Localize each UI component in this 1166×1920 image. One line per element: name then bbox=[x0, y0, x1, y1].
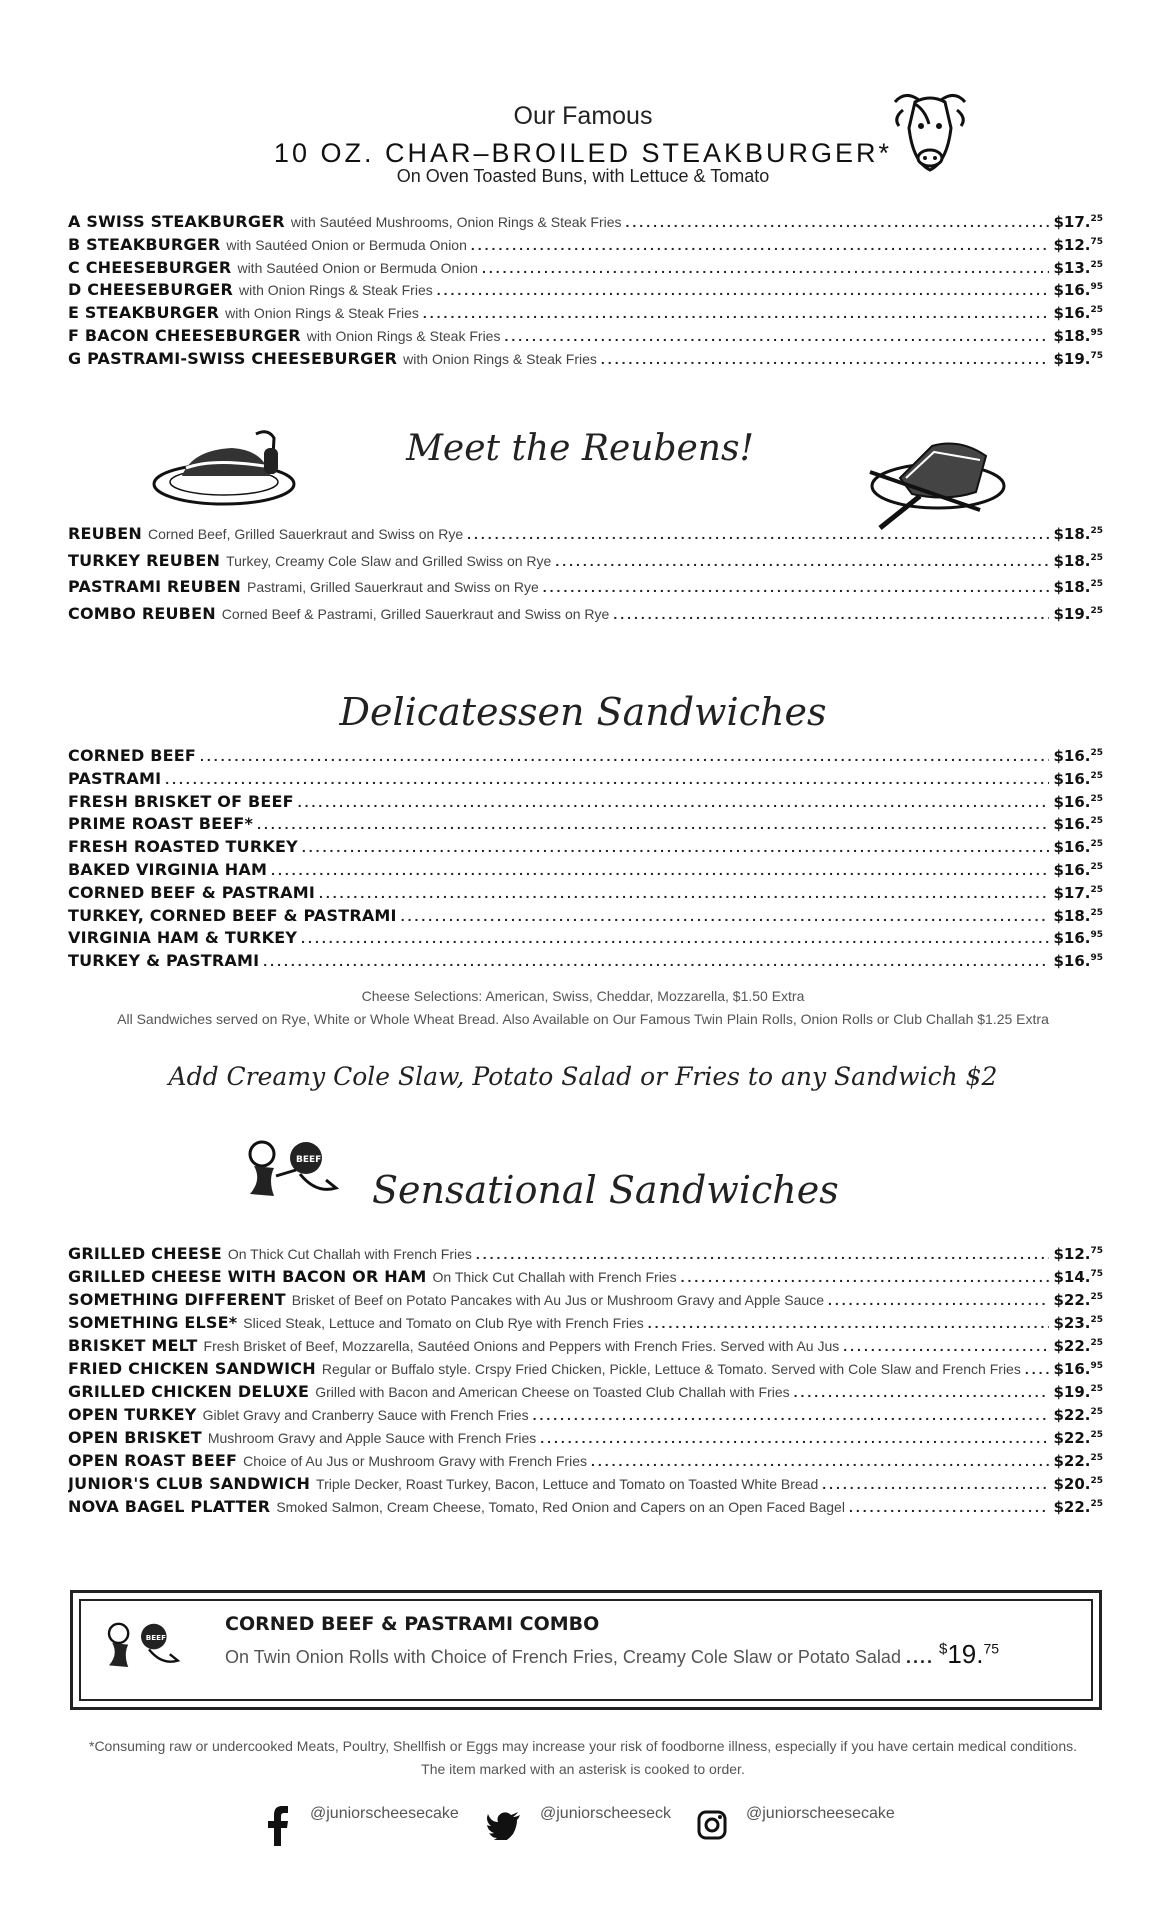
menu-item-name: OPEN ROAST BEEF bbox=[68, 1451, 238, 1470]
menu-item-price: $19.25 bbox=[1053, 1383, 1103, 1401]
menu-item-price: $22.25 bbox=[1053, 1452, 1103, 1470]
addon-note: Add Creamy Cole Slaw, Potato Salad or Fries to any Sandwich $2 bbox=[168, 1062, 998, 1091]
menu-item-description: Grilled with Bacon and American Cheese on Toasted Club Challah with Fries bbox=[315, 1384, 790, 1400]
menu-item-row bbox=[68, 928, 1103, 950]
disclaimer-line2: The item marked with an asterisk is cooked to order. bbox=[421, 1761, 745, 1777]
menu-item-row bbox=[68, 604, 1103, 626]
sandwich-plate-illustration bbox=[152, 428, 302, 508]
menu-item-description: with Onion Rings & Steak Fries bbox=[225, 305, 419, 322]
menu-item-name: SOMETHING ELSE* bbox=[68, 1313, 238, 1332]
menu-item-name: B STEAKBURGER bbox=[68, 234, 221, 254]
menu-item-row bbox=[68, 792, 1103, 814]
leader-dots bbox=[471, 237, 1050, 253]
menu-item-description: On Thick Cut Challah with French Fries bbox=[227, 1246, 472, 1262]
menu-item-description: Fresh Brisket of Beef, Mozzarella, Sautéed Onions and Peppers with French Fries. Served with Au Jus bbox=[203, 1338, 840, 1354]
menu-item-name: TURKEY, CORNED BEEF & PASTRAMI bbox=[68, 905, 397, 925]
menu-item-row bbox=[68, 1313, 1103, 1335]
menu-item-price: $16.25 bbox=[1053, 792, 1103, 811]
menu-item-price: $20.25 bbox=[1053, 1475, 1103, 1493]
leader-dots bbox=[257, 816, 1049, 832]
menu-item-price: $22.25 bbox=[1053, 1498, 1103, 1516]
leader-dots bbox=[401, 908, 1050, 924]
leader-dots bbox=[263, 953, 1049, 969]
menu-item-price: $16.95 bbox=[1053, 952, 1103, 971]
menu-item-name: BRISKET MELT bbox=[68, 1336, 198, 1355]
menu-item-row bbox=[68, 577, 1103, 599]
menu-item-name: REUBEN bbox=[68, 524, 142, 543]
menu-item-description: Smoked Salmon, Cream Cheese, Tomato, Red Onion and Capers on an Open Faced Bagel bbox=[276, 1499, 845, 1515]
menu-item-row bbox=[68, 524, 1103, 546]
combo-price: 19. bbox=[947, 1639, 984, 1669]
menu-item-name: TURKEY REUBEN bbox=[68, 550, 221, 570]
cow-head-illustration bbox=[885, 88, 975, 176]
menu-item-name: GRILLED CHEESE WITH BACON OR HAM bbox=[68, 1267, 427, 1286]
menu-item-price: $19.25 bbox=[1053, 604, 1103, 623]
menu-item-price: $22.25 bbox=[1053, 1429, 1103, 1447]
menu-item-price: $16.95 bbox=[1053, 1360, 1103, 1378]
menu-item-price: $16.25 bbox=[1053, 815, 1103, 834]
menu-item-description: Turkey, Creamy Cole Slaw and Grilled Swiss on Rye bbox=[226, 552, 552, 569]
menu-item-name: PASTRAMI REUBEN bbox=[68, 577, 241, 596]
menu-item-name: COMBO REUBEN bbox=[68, 603, 216, 623]
menu-item-name: GRILLED CHICKEN DELUXE bbox=[68, 1382, 310, 1401]
menu-item-row bbox=[68, 1267, 1103, 1289]
menu-item-description: with Sautéed Mushrooms, Onion Rings & Steak Fries bbox=[290, 214, 622, 230]
instagram-icon[interactable] bbox=[697, 1810, 727, 1840]
menu-item-row bbox=[68, 1405, 1103, 1427]
menu-item-row bbox=[68, 1428, 1103, 1450]
leader-dots bbox=[822, 1476, 1049, 1492]
menu-item-row bbox=[68, 280, 1103, 302]
leader-dots bbox=[437, 282, 1050, 298]
leader-dots bbox=[301, 930, 1049, 946]
menu-item-name: FRIED CHICKEN SANDWICH bbox=[68, 1359, 316, 1378]
menu-item-price: $13.25 bbox=[1053, 258, 1103, 277]
leader-dots bbox=[482, 260, 1050, 276]
facebook-handle[interactable]: @juniorscheesecake bbox=[310, 1805, 459, 1822]
menu-item-row bbox=[68, 258, 1103, 280]
leader-dots bbox=[298, 794, 1050, 810]
menu-item-description: with Sautéed Onion or Bermuda Onion bbox=[237, 259, 478, 276]
leader-dots bbox=[504, 328, 1049, 344]
menu-item-description: Corned Beef & Pastrami, Grilled Sauerkraut and Swiss on Rye bbox=[221, 605, 610, 622]
menu-item-row bbox=[68, 551, 1103, 573]
menu-item-name: GRILLED CHEESE bbox=[68, 1244, 222, 1263]
leader-dots bbox=[476, 1246, 1050, 1262]
menu-item-description: with Sautéed Onion or Bermuda Onion bbox=[226, 236, 467, 253]
combo-feature-box bbox=[70, 1590, 1102, 1710]
menu-item-name: SOMETHING DIFFERENT bbox=[68, 1290, 286, 1309]
header-line1: Our Famous bbox=[513, 102, 653, 130]
leader-dots bbox=[843, 1338, 1049, 1354]
menu-item-name: FRESH ROASTED TURKEY bbox=[68, 837, 298, 857]
menu-item-description: with Onion Rings & Steak Fries bbox=[403, 350, 597, 367]
leader-dots bbox=[849, 1499, 1050, 1515]
menu-item-description: Choice of Au Jus or Mushroom Gravy with French Fries bbox=[243, 1453, 587, 1469]
menu-item-name: C CHEESEBURGER bbox=[68, 257, 232, 277]
disclaimer-line1: *Consuming raw or undercooked Meats, Poultry, Shellfish or Eggs may increase your risk of foodborne illness, especially if you have certain medical conditions. bbox=[89, 1738, 1077, 1754]
menu-item-row bbox=[68, 326, 1103, 348]
junior-mascot-logo bbox=[240, 1136, 340, 1206]
menu-item-name: JUNIOR'S CLUB SANDWICH bbox=[68, 1474, 311, 1493]
menu-item-row bbox=[68, 303, 1103, 325]
menu-item-price: $17.25 bbox=[1053, 213, 1103, 231]
menu-item-row bbox=[68, 1336, 1103, 1358]
combo-desc: On Twin Onion Rolls with Choice of French Fries, Creamy Cole Slaw or Potato Salad bbox=[225, 1647, 901, 1667]
menu-item-row bbox=[68, 837, 1103, 859]
menu-item-price: $23.25 bbox=[1053, 1314, 1103, 1332]
menu-item-price: $19.75 bbox=[1053, 349, 1103, 368]
bread-note: All Sandwiches served on Rye, White or Whole Wheat Bread. Also Available on Our Famous Twin Plain Rolls, Onion Rolls or Club Challah $1.25 Extra bbox=[117, 1011, 1049, 1027]
menu-item-price: $18.25 bbox=[1053, 525, 1103, 543]
menu-item-name: A SWISS STEAKBURGER bbox=[68, 212, 285, 231]
leader-dots bbox=[540, 1430, 1049, 1446]
leader-dots bbox=[555, 553, 1049, 569]
menu-item-row bbox=[68, 1497, 1103, 1519]
menu-item-price: $16.25 bbox=[1053, 861, 1103, 879]
leader-dots bbox=[543, 579, 1050, 595]
menu-item-row bbox=[68, 883, 1103, 905]
leader-dots bbox=[467, 526, 1049, 542]
menu-item-description: Mushroom Gravy and Apple Sauce with French Fries bbox=[207, 1430, 537, 1446]
leader-dots bbox=[271, 862, 1049, 878]
menu-item-description: Brisket of Beef on Potato Pancakes with Au Jus or Mushroom Gravy and Apple Sauce bbox=[291, 1292, 825, 1308]
menu-item-price: $22.25 bbox=[1053, 1406, 1103, 1424]
menu-item-price: $18.95 bbox=[1053, 327, 1103, 345]
menu-item-description: Corned Beef, Grilled Sauerkraut and Swiss on Rye bbox=[147, 526, 464, 542]
menu-item-description: Sliced Steak, Lettuce and Tomato on Club Rye with French Fries bbox=[243, 1315, 644, 1331]
leader-dots bbox=[423, 305, 1050, 321]
menu-item-price: $16.25 bbox=[1053, 747, 1103, 765]
menu-item-description: Giblet Gravy and Cranberry Sauce with French Fries bbox=[202, 1407, 529, 1423]
header-title: 10 OZ. CHAR–BROILED STEAKBURGER* bbox=[273, 138, 893, 168]
combo-dots: .... bbox=[905, 1647, 934, 1667]
facebook-icon[interactable] bbox=[268, 1806, 288, 1846]
menu-item-name: F BACON CHEESEBURGER bbox=[68, 326, 301, 345]
combo-cents: 75 bbox=[983, 1640, 1000, 1657]
menu-item-row bbox=[68, 906, 1103, 928]
reubens-title: Meet the Reubens! bbox=[406, 428, 754, 469]
menu-item-name: PASTRAMI bbox=[68, 768, 162, 788]
menu-item-description: with Onion Rings & Steak Fries bbox=[239, 282, 433, 299]
leader-dots bbox=[165, 771, 1049, 787]
leader-dots bbox=[613, 606, 1049, 622]
twitter-handle[interactable]: @juniorscheeseck bbox=[540, 1805, 671, 1822]
menu-item-row bbox=[68, 1382, 1103, 1404]
menu-item-row bbox=[68, 1244, 1103, 1266]
leader-dots bbox=[828, 1292, 1049, 1308]
header-subtitle: On Oven Toasted Buns, with Lettuce & Tomato bbox=[396, 166, 770, 186]
leader-dots bbox=[302, 839, 1050, 855]
menu-item-price: $18.25 bbox=[1053, 906, 1103, 925]
twitter-icon[interactable] bbox=[486, 1812, 520, 1840]
menu-item-description: Pastrami, Grilled Sauerkraut and Swiss on Rye bbox=[246, 579, 539, 595]
combo-dollar: $ bbox=[939, 1640, 948, 1658]
leader-dots bbox=[648, 1315, 1050, 1331]
combo-title: CORNED BEEF & PASTRAMI COMBO bbox=[225, 1613, 600, 1635]
menu-item-name: E STEAKBURGER bbox=[68, 303, 220, 323]
junior-mascot-small-logo bbox=[101, 1619, 181, 1675]
leader-dots bbox=[1025, 1361, 1050, 1377]
leader-dots bbox=[681, 1269, 1050, 1285]
menu-item-row bbox=[68, 746, 1103, 768]
menu-item-price: $17.25 bbox=[1053, 883, 1103, 902]
menu-item-name: OPEN BRISKET bbox=[68, 1428, 202, 1447]
leader-dots bbox=[626, 214, 1050, 230]
menu-item-price: $22.25 bbox=[1053, 1337, 1103, 1355]
menu-item-description: Regular or Buffalo style. Crspy Fried Chicken, Pickle, Lettuce & Tomato. Served with Cole Slaw and French Fries bbox=[321, 1361, 1021, 1377]
menu-item-price: $16.95 bbox=[1053, 281, 1103, 300]
menu-item-name: D CHEESEBURGER bbox=[68, 280, 233, 300]
menu-item-row bbox=[68, 1451, 1103, 1473]
menu-item-name: CORNED BEEF & PASTRAMI bbox=[68, 882, 315, 902]
menu-item-row bbox=[68, 1359, 1103, 1381]
mascot-small-beef-text: BEEF bbox=[145, 1632, 167, 1642]
menu-item-row bbox=[68, 1474, 1103, 1496]
menu-item-price: $16.25 bbox=[1053, 304, 1103, 323]
menu-item-row bbox=[68, 349, 1103, 371]
menu-item-row bbox=[68, 1290, 1103, 1312]
menu-item-row bbox=[68, 814, 1103, 836]
menu-item-name: VIRGINIA HAM & TURKEY bbox=[68, 928, 298, 948]
deli-title: Delicatessen Sandwiches bbox=[339, 690, 827, 734]
leader-dots bbox=[601, 351, 1050, 367]
cheese-note: Cheese Selections: American, Swiss, Cheddar, Mozzarella, $1.50 Extra bbox=[361, 988, 805, 1004]
menu-item-price: $12.75 bbox=[1053, 235, 1103, 254]
menu-item-price: $16.25 bbox=[1053, 769, 1103, 788]
leader-dots bbox=[200, 748, 1049, 764]
leader-dots bbox=[591, 1453, 1049, 1469]
menu-item-price: $18.25 bbox=[1053, 578, 1103, 596]
menu-item-price: $16.25 bbox=[1053, 838, 1103, 857]
menu-item-description: On Thick Cut Challah with French Fries bbox=[432, 1269, 677, 1285]
menu-item-row bbox=[68, 769, 1103, 791]
menu-item-price: $12.75 bbox=[1053, 1245, 1103, 1263]
instagram-handle[interactable]: @juniorscheesecake bbox=[746, 1805, 895, 1822]
menu-item-price: $22.25 bbox=[1053, 1291, 1103, 1309]
menu-item-row bbox=[68, 235, 1103, 257]
menu-item-description: with Onion Rings & Steak Fries bbox=[306, 328, 501, 344]
menu-item-name: CORNED BEEF bbox=[68, 746, 197, 765]
menu-item-price: $18.25 bbox=[1053, 551, 1103, 570]
leader-dots bbox=[533, 1407, 1050, 1423]
menu-item-name: FRESH BRISKET OF BEEF bbox=[68, 791, 294, 811]
sensational-title: Sensational Sandwiches bbox=[372, 1168, 839, 1212]
menu-item-name: NOVA BAGEL PLATTER bbox=[68, 1497, 271, 1516]
menu-item-row bbox=[68, 951, 1103, 973]
menu-item-name: PRIME ROAST BEEF* bbox=[68, 814, 254, 834]
menu-item-name: BAKED VIRGINIA HAM bbox=[68, 860, 268, 879]
menu-item-name: OPEN TURKEY bbox=[68, 1405, 197, 1424]
menu-item-row bbox=[68, 212, 1103, 234]
leader-dots bbox=[319, 885, 1049, 901]
leader-dots bbox=[794, 1384, 1050, 1400]
menu-item-price: $16.95 bbox=[1053, 929, 1103, 948]
menu-item-description: Triple Decker, Roast Turkey, Bacon, Lettuce and Tomato on Toasted White Bread bbox=[316, 1476, 819, 1492]
menu-item-row bbox=[68, 860, 1103, 882]
menu-item-name: TURKEY & PASTRAMI bbox=[68, 951, 260, 971]
menu-item-name: G PASTRAMI-SWISS CHEESEBURGER bbox=[68, 348, 398, 368]
mascot-beef-text: BEEF bbox=[296, 1155, 322, 1165]
menu-item-price: $14.75 bbox=[1053, 1268, 1103, 1286]
